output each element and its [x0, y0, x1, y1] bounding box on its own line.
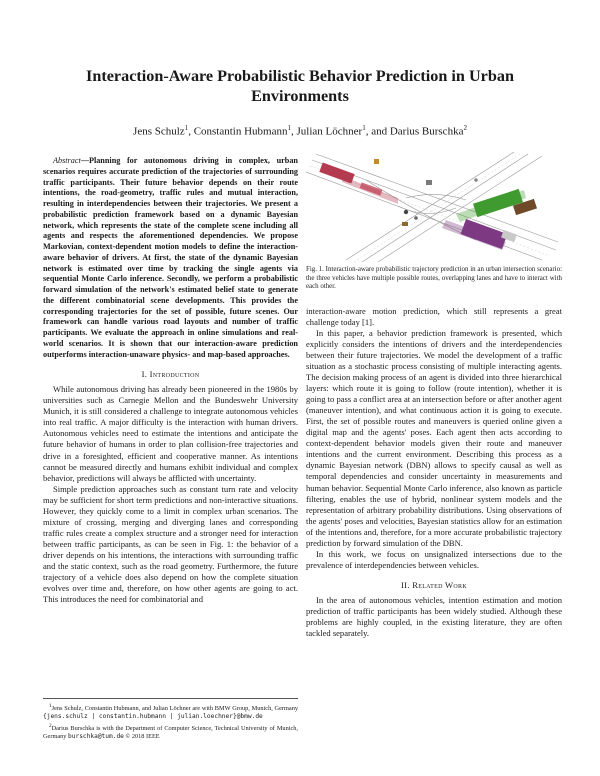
author-affiliation-mark: 1: [287, 124, 291, 132]
footnotes: [43, 698, 298, 741]
footnote-affiliation-bmw: [43, 702, 298, 722]
section-heading-related-work: II. Related Work: [401, 579, 467, 590]
author-affiliation-mark: 1: [184, 124, 189, 132]
body-paragraph: In this paper, a behavior prediction framework is presented, which explicitly considers the intentions of drivers and the interdependencies between their future trajectories. We model the development of a traffic situation as a stochastic process consisting of multiple interacting agents. The decision making process of an agent is divided into three hierarchical layers: which route it is going to follow (route intention), whether it is going to pass a conflict area at an intersection before or after another agent (maneuver intention), and what continuous action it is going to execute. First, the set of possible routes and maneuvers is queried online given a digital map and the agents' poses. Each agent then acts according to context-dependent behavior models given their route and maneuver intentions and the current environment. Describing this process as a dynamic Bayesian network (DBN) allows to specify causal as well as temporal dependencies and consider uncertainty in measurements and human behavior. Sequential Monte Carlo inference, also known as particle filtering, enables the use of hybrid, nonlinear system models and the representation of arbitrary probability distributions. Using observations of the agents' poses and velocities, Bayesian statistics allow for an estimation of the intentions and, therefore, for a more accurate probabilistic trajectory prediction by forward simulation of the DBN.: [306, 327, 562, 548]
footnote-text: Jens Schulz, Constantin Hubmann, and Julian Löchner are with BMW Group, Munich, Germany: [51, 705, 298, 713]
introduction-paragraph: While autonomous driving has already been pioneered in the 1980s by universities such as Carnegie Mellon and the Bundeswehr University Munich, it is still considered a challenge to integrate autonomous vehicles into real traffic. A major difficulty is the interaction with human drivers. Autonomous vehicles need to estimate the intentions and anticipate the future behavior of humans in order to plan collision-free trajectories and drive in a foresighted, efficient and cooperative manner. As intentions cannot be measured directly and humans exhibit individual and complex behavior, predictions will always be afflicted with uncertainty.: [43, 384, 298, 483]
introduction-paragraph: Simple prediction approaches such as constant turn rate and velocity may be sufficient for short term predictions and non-interactive situations. However, they quickly come to a limit in complex urban scenarios. The mixture of crossing, merging and diverging lanes and corresponding traffic rules create a complex structure and a stronger need for interaction between traffic participants, as can be seen in Fig. 1: the behavior of a driver depends on his intentions, the interactions with surrounding traffic and the static context, such as the road geometry. Furthermore, the future trajectory of a vehicle does also depend on how the complete situation evolves over time and, therefore, on how other agents are going to act. This introduces the need for combinatorial and: [43, 483, 298, 605]
footnote-affiliation-tum: [43, 722, 298, 742]
figure-1-caption: Fig. 1. Interaction-aware probabilistic trajectory prediction in an urban intersection scenario: the three vehicles have multiple possible routes, overlapping lanes and have to interact with each other.: [306, 266, 562, 291]
author-separator: ,: [291, 125, 297, 138]
related-work-paragraph: In the area of autonomous vehicles, intention estimation and motion prediction of traffic participants has been widely studied. Although these problems are highly coupled, in the existing literature, they are often tackled separately.: [306, 594, 562, 639]
paper-title: Interaction-Aware Probabilistic Behavior Prediction in Urban Environments: [86, 67, 514, 105]
abstract: [43, 156, 298, 360]
footnote-text: Darius Burschka is with the Department of Computer Science, Technical University of Munich, Germany: [43, 724, 298, 741]
author-affiliation-mark: 2: [463, 124, 467, 132]
author-name: Julian Löchner: [296, 125, 363, 138]
author-affiliation-mark: 1: [362, 124, 366, 132]
body-paragraph: interaction-aware motion prediction, which still represents a great challenge today [1].: [306, 305, 562, 327]
section-heading-introduction: I. Introduction: [141, 369, 200, 380]
right-column: [306, 150, 562, 639]
abstract-dash: —: [80, 156, 89, 165]
body-paragraph: In this work, we focus on unsignalized intersections due to the prevalence of interdependencies between vehicles.: [306, 548, 562, 570]
author-name: Constantin Hubmann: [193, 125, 288, 138]
intersection-scene-illustration: [306, 150, 562, 262]
author-list: [40, 124, 560, 138]
author-separator: ,: [188, 125, 194, 138]
footnote-mark: 1: [49, 703, 52, 709]
left-column: [43, 156, 298, 605]
footnote-mark: 2: [49, 722, 52, 729]
footnote-email: {jens.schulz | constantin.hubmann | julian.loechner}@bmw.de: [43, 713, 263, 721]
figure-1: [306, 150, 562, 262]
author-separator: , and: [365, 125, 390, 138]
author-name: Jens Schulz: [133, 125, 185, 138]
footnote-email: burschka@tum.de: [68, 733, 124, 741]
author-name: Darius Burschka: [389, 125, 464, 138]
abstract-label: Abstract: [53, 156, 81, 165]
abstract-text: Planning for autonomous driving in complex, urban scenarios requires accurate prediction of the trajectories of surrounding traffic participants. Their future behavior depends on their route intentions, the road-geometry, traffic rules and mutual interaction, resulting in interdependencies between their trajectories. We present a probabilistic prediction framework based on a dynamic Bayesian network, which represents the state of the complete scene including all agents and respects the aforementioned dependencies. We propose Markovian, context-dependent motion models to define the interaction-aware behavior of drivers. At first, the state of the dynamic Bayesian network is estimated over time by tracking the single agents via sequential Monte Carlo inference. Secondly, we perform a probabilistic forward simulation of the network's estimated belief state to generate the different combinatorial scene developments. This provides the corresponding trajectories for the set of possible, future scenes. Our framework can handle various road layouts and number of traffic participants. We evaluate the approach in online simulations and real-world scenarios. It is shown that our interaction-aware prediction outperforms interaction-unaware physics- and map-based approaches.: [43, 156, 298, 359]
copyright-notice: © 2018 IEEE: [125, 733, 160, 741]
